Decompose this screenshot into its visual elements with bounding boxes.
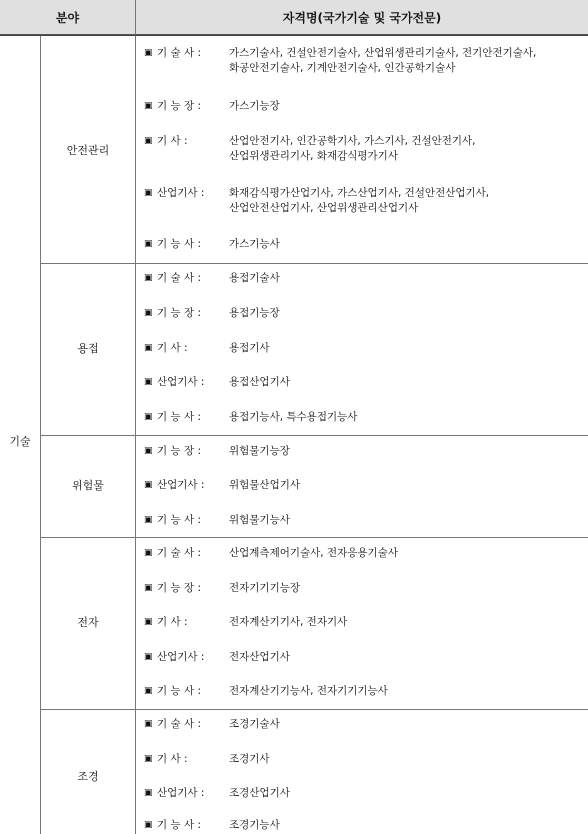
- grade-label: 기 술 사 :: [157, 718, 201, 730]
- checkbox-bullet-icon: ▣: [144, 412, 153, 422]
- group-label: 용접: [77, 342, 99, 355]
- checkbox-bullet-icon: ▣: [144, 515, 153, 525]
- checkbox-bullet-icon: ▣: [144, 446, 153, 456]
- checkbox-bullet-icon: ▣: [144, 273, 153, 283]
- checkbox-bullet-icon: ▣: [144, 136, 153, 146]
- checkbox-bullet-icon: ▣: [144, 343, 153, 353]
- checkbox-bullet-icon: ▣: [144, 480, 153, 490]
- grade-label: 기 술 사 :: [157, 547, 201, 559]
- checkbox-bullet-icon: ▣: [144, 686, 153, 696]
- qualification-entry: [144, 615, 347, 630]
- divider-group-4: [40, 709, 588, 710]
- checkbox-bullet-icon: ▣: [144, 308, 153, 318]
- grade-label: 기 사 :: [157, 342, 188, 354]
- grade-label: 산업기사 :: [157, 376, 205, 388]
- qualification-names: 용접기술사: [229, 272, 280, 284]
- checkbox-bullet-icon: ▣: [144, 377, 153, 387]
- grade-label: 기 능 장 :: [157, 307, 201, 319]
- qualification-entry: [144, 818, 280, 833]
- qualification-entry: [144, 684, 388, 699]
- qualification-entry: [144, 46, 536, 76]
- group-label: 조경: [77, 770, 99, 783]
- qualification-entry: [144, 410, 357, 425]
- checkbox-bullet-icon: ▣: [144, 719, 153, 729]
- qualification-names: 전자기기기능장: [229, 582, 301, 594]
- qualification-names: 조경기사: [229, 753, 270, 765]
- qualification-names: 용접산업기사: [229, 376, 290, 388]
- divider-group-2: [40, 435, 588, 436]
- qualification-entry: [144, 134, 476, 164]
- qualification-names: 가스기술사, 건설안전기술사, 산업위생관리기술사, 전기안전기술사,: [229, 47, 537, 59]
- grade-label: 기 능 장 :: [157, 445, 201, 457]
- qualification-entry: [144, 375, 290, 390]
- checkbox-bullet-icon: ▣: [144, 48, 153, 58]
- grade-label: 산업기사 :: [157, 187, 205, 199]
- grade-label: 기 술 사 :: [157, 272, 201, 284]
- header-qualification: [136, 0, 588, 35]
- checkbox-bullet-icon: ▣: [144, 188, 153, 198]
- qualification-names: 산업안전기사, 인간공학기사, 가스기사, 건설안전기사,: [229, 135, 476, 147]
- qualification-entry: [144, 650, 290, 665]
- qualification-entry: [144, 581, 300, 596]
- grade-label: 기 능 사 :: [157, 514, 201, 526]
- qualification-entry: [144, 237, 280, 252]
- qualification-entry: [144, 341, 270, 356]
- checkbox-bullet-icon: ▣: [144, 652, 153, 662]
- group-label: 전자: [77, 616, 99, 629]
- header-field-label: 분야: [55, 10, 80, 25]
- group-label: 안전관리: [66, 144, 110, 157]
- checkbox-bullet-icon: ▣: [144, 239, 153, 249]
- grade-label: 기 능 사 :: [157, 411, 201, 423]
- grade-label: 산업기사 :: [157, 479, 205, 491]
- qualification-names: 위험물기능장: [229, 445, 290, 457]
- checkbox-bullet-icon: ▣: [144, 583, 153, 593]
- qualification-entry: [144, 271, 280, 286]
- qualification-entry: [144, 513, 290, 528]
- qualification-names-cont: 산업위생관리기사, 화재감식평가기사: [229, 150, 398, 162]
- grade-label: 기 능 장 :: [157, 582, 201, 594]
- qualification-names: 조경기술사: [229, 718, 280, 730]
- qualification-entry: [144, 546, 398, 561]
- divider-group-3: [40, 537, 588, 538]
- qualification-names: 산업계측제어기술사, 전자응용기술사: [229, 547, 398, 559]
- qualification-names: 용접기능사, 특수용접기능사: [229, 411, 358, 423]
- qualification-entry: [144, 306, 280, 321]
- grade-label: 기 능 장 :: [157, 100, 201, 112]
- qualification-names: 조경산업기사: [229, 787, 290, 799]
- grade-label: 산업기사 :: [157, 651, 205, 663]
- header-field: [0, 0, 135, 35]
- qualification-names: 용접기사: [229, 342, 270, 354]
- grade-label: 기 사 :: [157, 753, 188, 765]
- qualification-entry: [144, 444, 290, 459]
- qualification-names-cont: 산업안전산업기사, 산업위생관리산업기사: [229, 202, 419, 214]
- qualification-names: 조경기능사: [229, 819, 280, 831]
- qualification-names: 위험물기능사: [229, 514, 290, 526]
- checkbox-bullet-icon: ▣: [144, 548, 153, 558]
- grade-label: 기 능 사 :: [157, 819, 201, 831]
- qualification-entry: [144, 786, 290, 801]
- category-label: 기술: [9, 435, 31, 448]
- grade-label: 기 사 :: [157, 616, 188, 628]
- header-qualification-label: 자격명(국가기술 및 국가전문): [282, 10, 442, 25]
- checkbox-bullet-icon: ▣: [144, 754, 153, 764]
- grade-label: 기 사 :: [157, 135, 188, 147]
- checkbox-bullet-icon: ▣: [144, 788, 153, 798]
- qualification-names-cont: 화공안전기술사, 기계안전기술사, 인간공학기술사: [229, 62, 456, 74]
- qualification-names: 화재감식평가산업기사, 가스산업기사, 건설안전산업기사,: [229, 187, 490, 199]
- qualification-names: 위험물산업기사: [229, 479, 301, 491]
- grade-label: 기 술 사 :: [157, 47, 201, 59]
- qualification-names: 전자계산기기능사, 전자기기기능사: [229, 685, 388, 697]
- group-label: 위험물: [72, 479, 104, 492]
- checkbox-bullet-icon: ▣: [144, 617, 153, 627]
- qualification-names: 가스기능장: [229, 100, 280, 112]
- divider-header: [0, 35, 588, 36]
- grade-label: 산업기사 :: [157, 787, 205, 799]
- qualification-entry: [144, 478, 300, 493]
- grade-label: 기 능 사 :: [157, 238, 201, 250]
- qualification-names: 가스기능사: [229, 238, 280, 250]
- qualification-names: 용접기능장: [229, 307, 280, 319]
- qualification-entry: [144, 717, 280, 732]
- qualification-entry: [144, 186, 489, 216]
- qualification-entry: [144, 752, 270, 767]
- qualification-names: 전자산업기사: [229, 651, 290, 663]
- divider-group-1: [40, 263, 588, 264]
- qualification-entry: [144, 99, 280, 114]
- checkbox-bullet-icon: ▣: [144, 820, 153, 830]
- qualification-names: 전자계산기기사, 전자기사: [229, 616, 348, 628]
- grade-label: 기 능 사 :: [157, 685, 201, 697]
- checkbox-bullet-icon: ▣: [144, 101, 153, 111]
